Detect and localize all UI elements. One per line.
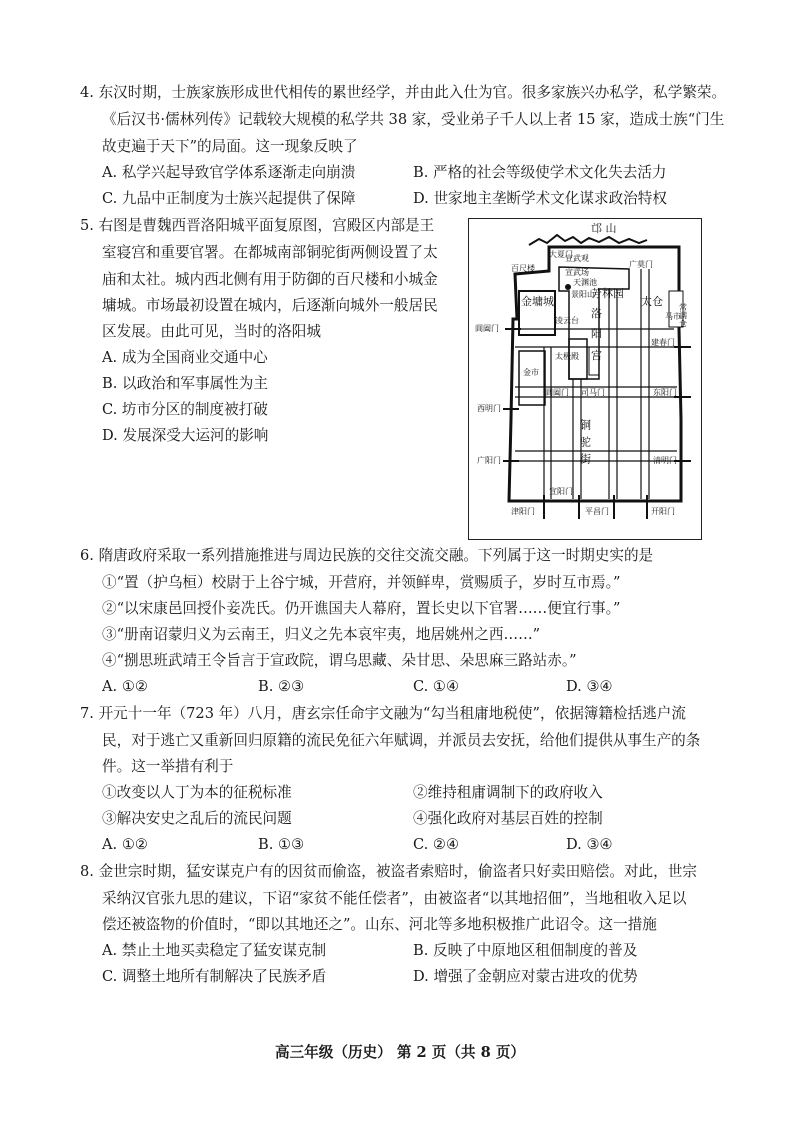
luoyang-map-svg (469, 219, 701, 539)
pingchang-gate-label: 平昌门 (585, 507, 609, 516)
xuanyang-gate-label: 宣阳门 (549, 487, 573, 496)
q6-option-c: C. ①④ (413, 678, 460, 695)
q6-item-1: ①“置（护乌桓）校尉于上谷宁城，开营府，并领鲜卑，赏赐质子，岁时互市焉。” (102, 574, 621, 591)
q5-line-3: 庙和太社。城内西北侧有用于防御的百尺楼和小城金 (102, 271, 438, 288)
mountain-label: 邙 山 (591, 222, 617, 235)
simamen-label: 司马门 (581, 388, 605, 397)
lingyuntai-label: 凌云台 (555, 316, 579, 325)
q8-option-b: B. 反映了中原地区租佃制度的普及 (413, 942, 638, 959)
q7-item-2: ②维持租庸调制下的政府收入 (413, 784, 603, 801)
guangyang-gate-label: 广阳门 (477, 456, 501, 465)
q8-line-3: 偿还被盗物的价值时，“即以其地还之”。山东、河北等多地积极推广此诏令。这一措施 (102, 916, 657, 933)
changhe-gate-label: 阊阖门 (475, 324, 499, 333)
q5-option-c: C. 坊市分区的制度被打破 (102, 401, 268, 418)
q6-item-2: ②“以宋康邑回授仆妾冼氏。仍开谯国夫人幕府，置长史以下官署……便宜行事。” (102, 600, 621, 617)
jingyangshan-label: 景阳山 (571, 290, 595, 299)
jinyang-gate-label: 津阳门 (511, 507, 535, 516)
q7-option-a: A. ①② (102, 836, 148, 853)
q5-option-b: B. 以政治和军事属性为主 (102, 375, 268, 392)
q5-option-a: A. 成为全国商业交通中心 (102, 349, 268, 366)
q6-item-3: ③“册南诏蒙归义为云南王，归义之先本哀牢夷，地居姚州之西……” (102, 626, 541, 643)
q6-item-4: ④“捌思班武靖王令旨言于宣政院，谓乌思藏、朵甘思、朵思麻三路站赤。” (102, 652, 577, 669)
q6-option-d: D. ③④ (566, 678, 613, 695)
q7-line-2: 民，对于逃亡又重新回归原籍的流民免征六年赋调，并派员去安抚，给他们提供从事生产的条 (102, 732, 701, 749)
q4-line-3: 故吏遍于天下”的局面。这一现象反映了 (102, 138, 358, 155)
baichi-tower-label: 百尺楼 (511, 264, 535, 273)
luo-label: 洛 (591, 307, 602, 320)
jinshi-label: 金市 (523, 368, 539, 377)
q7-option-c: C. ②④ (413, 836, 460, 853)
q4-option-c: C. 九品中正制度为士族兴起提供了保障 (102, 190, 356, 207)
tianyuanchi-label: 天渊池 (573, 278, 597, 287)
jianchun-gate-label: 建春门 (651, 338, 675, 347)
fanglinyuan-label: 芳林园 (591, 287, 624, 300)
daxia-gate-label: 大夏门 (549, 250, 573, 259)
q5-line-1: 5. 右图是曹魏西晋洛阳城平面复原图，宫殿区内部是王 (80, 217, 435, 234)
q8-line-1: 8. 金世宗时期，猛安谋克户有的因贫而偷盗，被盗者索赔时，偷盗者只好卖田赔偿。对此，世宗 (80, 863, 697, 880)
q4-option-b: B. 严格的社会等级使学术文化失去活力 (413, 164, 667, 181)
kaiyang-gate-label: 开阳门 (651, 507, 675, 516)
q7-item-1: ①改变以人丁为本的征税标准 (102, 784, 292, 801)
mountain-ridge-icon (529, 235, 647, 245)
q5-option-d: D. 发展深受大运河的影响 (102, 427, 269, 444)
mashi-label: 马市 (665, 312, 681, 321)
qingming-gate-label: 清明门 (653, 456, 677, 465)
luoyang-city-map (468, 218, 702, 540)
gong-label: 宫 (591, 349, 602, 362)
page-footer: 高三年级（历史） 第 2 页（共 8 页） (274, 1044, 526, 1061)
ximing-gate-label: 西明门 (477, 404, 501, 413)
tongtuojie-label: 铜驼街 (578, 419, 592, 470)
q7-line-1: 7. 开元十一年（723 年）八月，唐玄宗任命宇文融为“勾当租庸地税使”，依据簿籍检括逃户流 (80, 705, 686, 722)
taijidian-label: 太极殿 (555, 352, 579, 361)
q7-option-d: D. ③④ (566, 836, 613, 853)
q7-line-3: 件。这一举措有利于 (102, 758, 234, 775)
guangmo-gate-label: 广莫门 (629, 260, 653, 269)
q7-item-3: ③解决安史之乱后的流民问题 (102, 810, 292, 827)
q8-option-d: D. 增强了金朝应对蒙古进攻的优势 (413, 968, 638, 985)
q5-line-5: 区发展。由此可见，当时的洛阳城 (102, 323, 321, 340)
xuanwuchang-label: 宣武场 (565, 268, 589, 277)
q4-option-d: D. 世家地主垄断学术文化谋求政治特权 (413, 190, 667, 207)
q8-option-a: A. 禁止土地买卖稳定了猛安谋克制 (102, 942, 327, 959)
q6-option-a: A. ①② (102, 678, 148, 695)
q5-line-4: 墉城。市场最初设置在城内，后逐渐向城外一般居民 (102, 297, 438, 314)
q4-option-a: A. 私学兴起导致官学体系逐渐走向崩溃 (102, 164, 356, 181)
taicang-label: 太仓 (641, 295, 663, 308)
q7-item-4: ④强化政府对基层百姓的控制 (413, 810, 603, 827)
changhe2-gate-label: 阊阖门 (545, 388, 569, 397)
changman-label: 常满仓 (678, 303, 688, 327)
q5-line-2: 室寝宫和重要官署。在都城南部铜驼街两侧设置了太 (102, 244, 438, 261)
q8-option-c: C. 调整土地所有制解决了民族矛盾 (102, 968, 327, 985)
q4-line-2: 《后汉书·儒林列传》记载较大规模的私学共 38 家，受业弟子千人以上者 15 家，造成士族“门生 (102, 111, 725, 128)
q6-option-b: B. ②③ (258, 678, 305, 695)
jinyong-label: 金墉城 (521, 295, 554, 308)
q8-line-2: 采纳汉官张九思的建议，下诏“家贫不能任偿者”，由被盗者“以其地招佃”，当地租收入足以 (102, 890, 687, 907)
dongyang-gate-label: 东阳门 (653, 388, 677, 397)
xuanwuguan-label: 宣武观 (565, 254, 589, 263)
q6-line-1: 6. 隋唐政府采取一系列措施推进与周边民族的交往交流交融。下列属于这一时期史实的是 (80, 547, 654, 564)
yang-label: 阳 (591, 327, 602, 340)
q4-line-1: 4. 东汉时期，士族家族形成世代相传的累世经学，并由此入仕为官。很多家族兴办私学，私学繁荣。 (80, 84, 727, 101)
q7-option-b: B. ①③ (258, 836, 305, 853)
